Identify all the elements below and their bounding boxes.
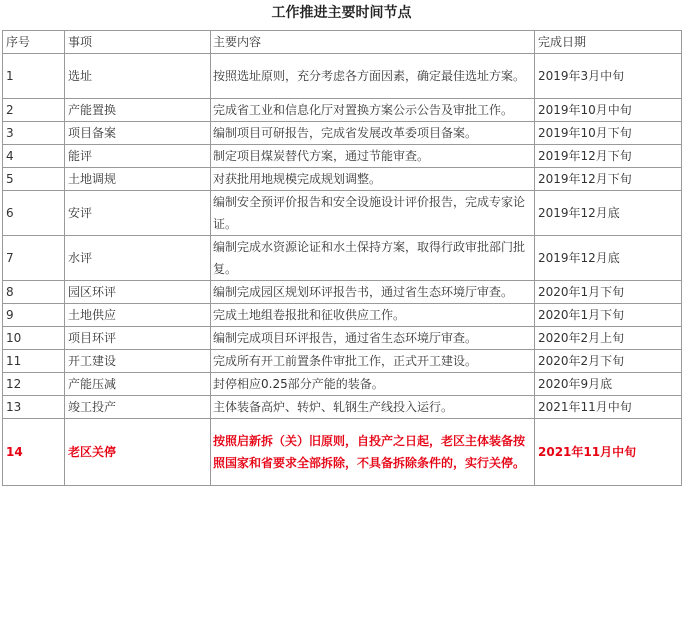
table-row: [3, 191, 682, 236]
row-date: 2019年3月中旬: [535, 54, 682, 99]
row-no: 9: [3, 304, 65, 327]
header-item: 事项: [65, 31, 211, 54]
row-date: 2021年11月中旬: [535, 419, 682, 486]
row-date: 2020年9月底: [535, 373, 682, 396]
table-row: [3, 236, 682, 281]
header-no: 序号: [3, 31, 65, 54]
row-no: 1: [3, 54, 65, 99]
row-content: 对获批用地规模完成规划调整。: [211, 168, 535, 191]
table-row-highlighted: [3, 419, 682, 486]
row-content: 按照选址原则，充分考虑各方面因素，确定最佳选址方案。: [211, 54, 535, 99]
row-content: 编制项目可研报告，完成省发展改革委项目备案。: [211, 122, 535, 145]
row-no: 10: [3, 327, 65, 350]
row-item: 产能压减: [65, 373, 211, 396]
row-content: 完成省工业和信息化厅对置换方案公示公告及审批工作。: [211, 99, 535, 122]
table-row: [3, 281, 682, 304]
row-date: 2020年1月下旬: [535, 304, 682, 327]
row-content: 编制安全预评价报告和安全设施设计评价报告，完成专家论证。: [211, 191, 535, 236]
table-row: [3, 122, 682, 145]
row-no: 3: [3, 122, 65, 145]
row-date: 2019年10月中旬: [535, 99, 682, 122]
row-item: 项目备案: [65, 122, 211, 145]
row-no: 4: [3, 145, 65, 168]
header-date: 完成日期: [535, 31, 682, 54]
row-date: 2020年1月下旬: [535, 281, 682, 304]
row-content: 完成土地组卷报批和征收供应工作。: [211, 304, 535, 327]
row-date: 2021年11月中旬: [535, 396, 682, 419]
row-item: 老区关停: [65, 419, 211, 486]
page-title: 工作推进主要时间节点: [271, 5, 412, 21]
row-no: 12: [3, 373, 65, 396]
row-no: 8: [3, 281, 65, 304]
table-row: [3, 54, 682, 99]
row-date: 2020年2月上旬: [535, 327, 682, 350]
table-row: [3, 145, 682, 168]
table-row: [3, 396, 682, 419]
row-content: 封停相应0.25部分产能的装备。: [211, 373, 535, 396]
row-no: 11: [3, 350, 65, 373]
row-item: 竣工投产: [65, 396, 211, 419]
row-item: 能评: [65, 145, 211, 168]
row-item: 土地供应: [65, 304, 211, 327]
row-content: 编制完成水资源论证和水土保持方案，取得行政审批部门批复。: [211, 236, 535, 281]
row-no: 2: [3, 99, 65, 122]
header-content: 主要内容: [211, 31, 535, 54]
row-item: 产能置换: [65, 99, 211, 122]
row-item: 土地调规: [65, 168, 211, 191]
row-item: 项目环评: [65, 327, 211, 350]
table-row: [3, 350, 682, 373]
row-no: 5: [3, 168, 65, 191]
row-content: 按照启新拆（关）旧原则，自投产之日起，老区主体装备按照国家和省要求全部拆除，不具备拆除条件的，实行关停。: [211, 419, 535, 486]
row-content: 编制完成项目环评报告，通过省生态环境厅审查。: [211, 327, 535, 350]
row-date: 2019年12月底: [535, 236, 682, 281]
row-item: 开工建设: [65, 350, 211, 373]
row-item: 园区环评: [65, 281, 211, 304]
table-row: [3, 99, 682, 122]
row-no: 14: [3, 419, 65, 486]
row-date: 2019年12月下旬: [535, 145, 682, 168]
row-item: 选址: [65, 54, 211, 99]
table-row: [3, 304, 682, 327]
row-date: 2019年12月底: [535, 191, 682, 236]
row-no: 6: [3, 191, 65, 236]
table-row: [3, 327, 682, 350]
row-date: 2020年2月下旬: [535, 350, 682, 373]
row-item: 水评: [65, 236, 211, 281]
row-content: 制定项目煤炭替代方案，通过节能审查。: [211, 145, 535, 168]
row-content: 编制完成园区规划环评报告书，通过省生态环境厅审查。: [211, 281, 535, 304]
row-content: 主体装备高炉、转炉、轧钢生产线投入运行。: [211, 396, 535, 419]
header-row: [3, 31, 682, 54]
row-date: 2019年10月下旬: [535, 122, 682, 145]
row-content: 完成所有开工前置条件审批工作，正式开工建设。: [211, 350, 535, 373]
row-item: 安评: [65, 191, 211, 236]
row-date: 2019年12月下旬: [535, 168, 682, 191]
table-row: [3, 373, 682, 396]
row-no: 13: [3, 396, 65, 419]
timeline-table: [2, 30, 682, 486]
row-no: 7: [3, 236, 65, 281]
table-row: [3, 168, 682, 191]
